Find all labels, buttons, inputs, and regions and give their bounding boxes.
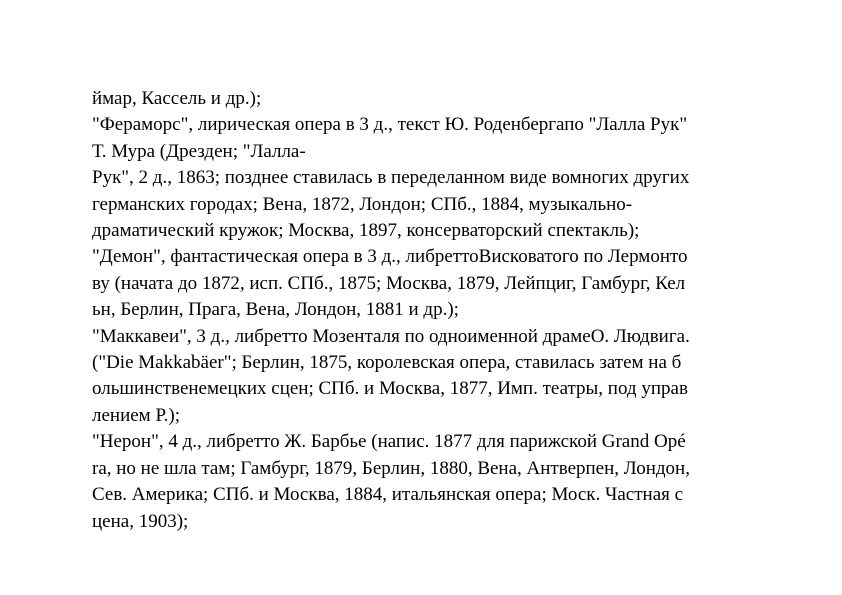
text-line: лением Р.); <box>92 404 181 426</box>
text-line: "Нерон", 4 д., либретто Ж. Барбье (напис. 1877 для парижской Grand Opé <box>92 431 686 453</box>
text-line: Сев. Америка; СПб. и Москва, 1884, итальянская опера; Моск. Частная с <box>92 484 684 506</box>
text-line: ra, но не шла там; Гамбург, 1879, Берлин, 1880, Вена, Антверпен, Лондон, <box>92 457 690 479</box>
text-line: Рук", 2 д., 1863; позднее ставилась в переделанном виде вомногих других <box>92 167 690 189</box>
text-line: драматический кружок; Москва, 1897, консерваторский спектакль); <box>92 220 640 242</box>
document-text <box>92 86 792 535</box>
text-line: ольшинственемецких сцен; СПб. и Москва, 1877, Имп. театры, под управ <box>92 378 688 400</box>
text-line: германских городах; Вена, 1872, Лондон; СПб., 1884, музыкально- <box>92 193 633 215</box>
text-line: "Маккавеи", 3 д., либретто Мозенталя по одноименной драмеО. Людвига. <box>92 325 690 347</box>
text-line: ву (начата до 1872, исп. СПб., 1875; Москва, 1879, Лейпциг, Гамбург, Кел <box>92 272 686 294</box>
text-line: ("Die Makkabäer"; Берлин, 1875, королевская опера, ставилась затем на б <box>92 352 682 374</box>
text-line: "Демон", фантастическая опера в 3 д., либреттоВисковатого по Лермонто <box>92 246 688 268</box>
text-line: ьн, Берлин, Прага, Вена, Лондон, 1881 и др.); <box>92 299 459 321</box>
text-line: ймар, Кассель и др.); <box>92 88 262 109</box>
text-line: Т. Мура (Дрезден; "Лалла- <box>92 140 306 162</box>
text-line: цена, 1903); <box>92 510 189 532</box>
text-line: "Фераморс", лирическая опера в 3 д., текст Ю. Роденбергапо "Лалла Рук" <box>92 114 688 136</box>
